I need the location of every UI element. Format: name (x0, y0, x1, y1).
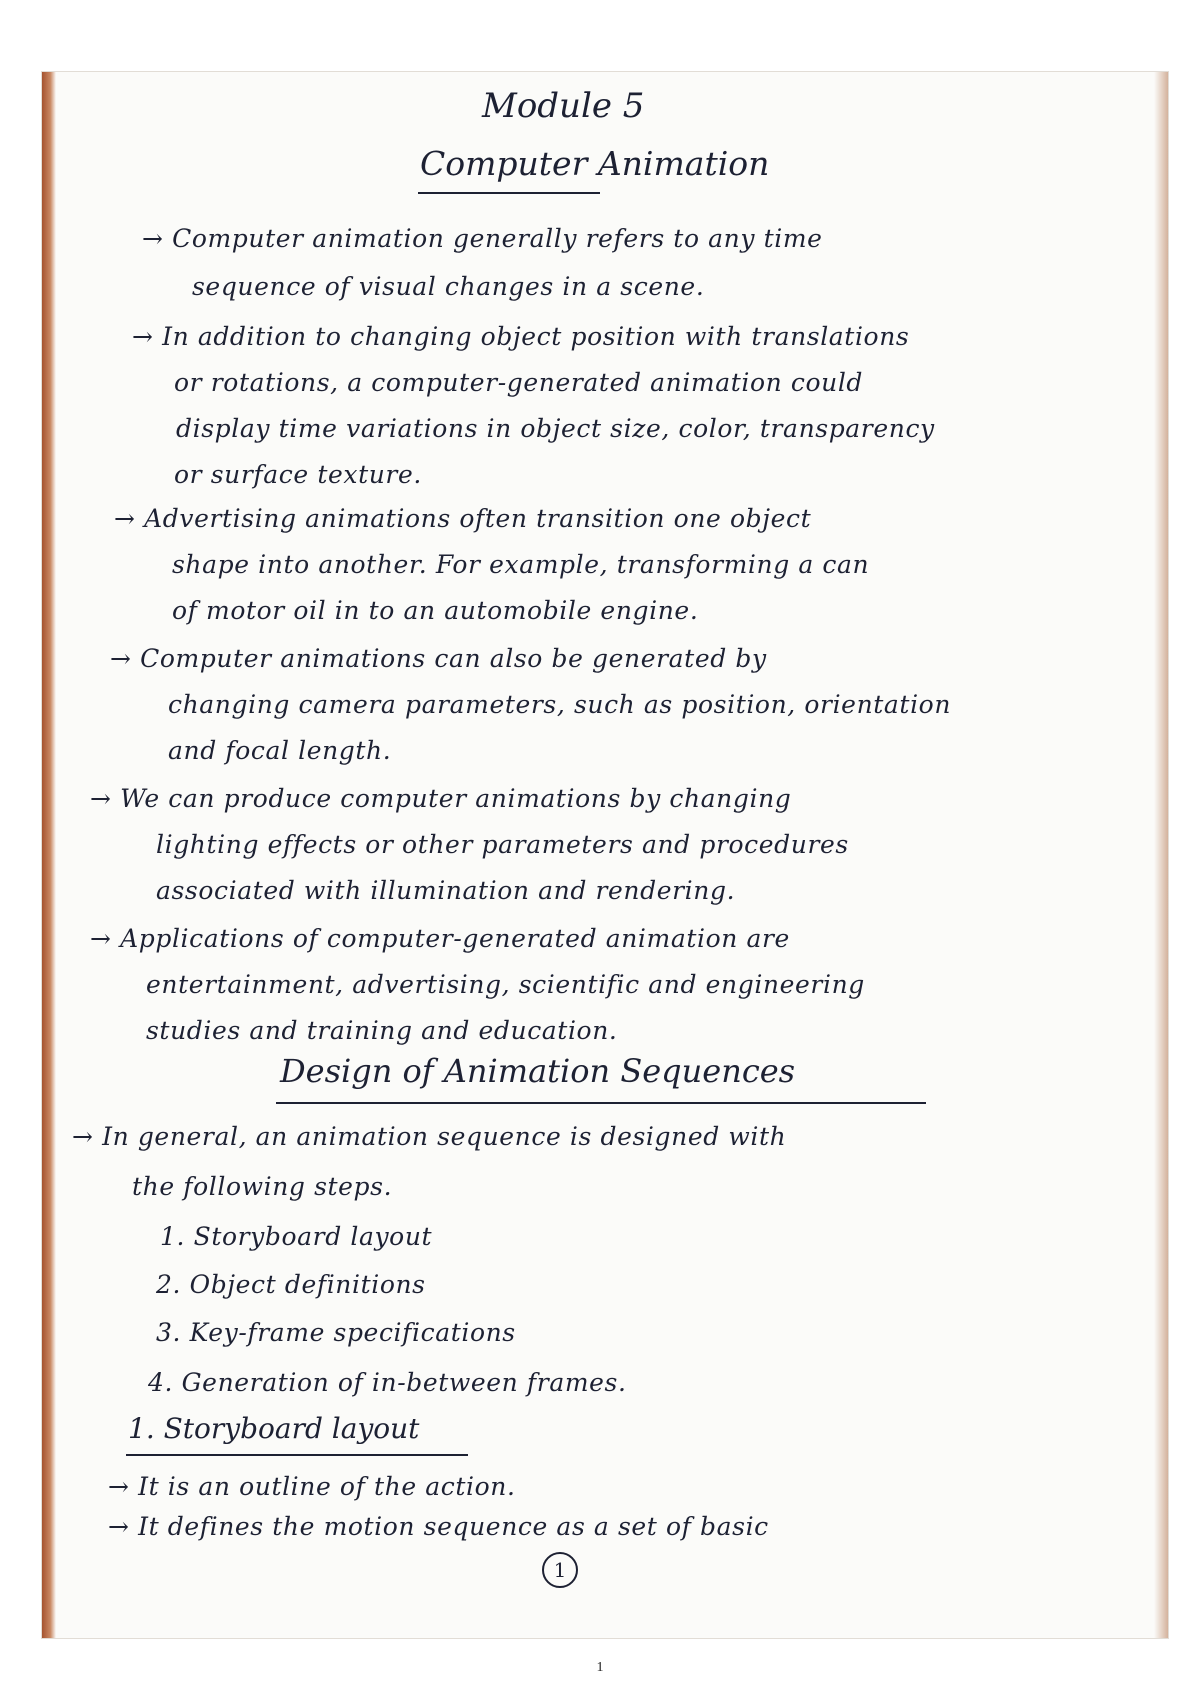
handwritten-page-number: 1 (542, 1552, 578, 1588)
sub-heading: 1. Storyboard layout (128, 1412, 420, 1445)
intro-line: of motor oil in to an automobile engine. (172, 596, 699, 625)
intro-line: sequence of visual changes in a scene. (192, 272, 705, 301)
sheet-edge-right (1154, 72, 1168, 1638)
intro-line: entertainment, advertising, scientific and engineering (146, 970, 865, 999)
section-heading-underline (276, 1102, 926, 1104)
notebook-sheet (42, 72, 1168, 1638)
subtitle-underline (418, 192, 600, 194)
intro-line: → Advertising animations often transition one object (114, 504, 812, 533)
page-subtitle: Computer Animation (420, 144, 770, 183)
section-line: the following steps. (132, 1172, 393, 1201)
sub-line: → It defines the motion sequence as a set of basic (108, 1512, 769, 1541)
intro-line: display time variations in object size, color, transparency (176, 414, 935, 443)
step-item: 4. Generation of in-between frames. (148, 1368, 627, 1397)
page-title: Module 5 (482, 86, 645, 126)
intro-line: lighting effects or other parameters and procedures (156, 830, 849, 859)
intro-line: or surface texture. (174, 460, 422, 489)
intro-line: or rotations, a computer-generated animation could (174, 368, 864, 397)
sub-line: → It is an outline of the action. (108, 1472, 516, 1501)
intro-line: → In addition to changing object position with translations (132, 322, 910, 351)
intro-line: changing camera parameters, such as position, orientation (168, 690, 952, 719)
intro-line: → Computer animation generally refers to any time (142, 224, 823, 253)
intro-line: → We can produce computer animations by changing (90, 784, 792, 813)
intro-line: shape into another. For example, transforming a can (172, 550, 870, 579)
step-item: 1. Storyboard layout (160, 1222, 433, 1251)
intro-line: → Applications of computer-generated animation are (90, 924, 790, 953)
intro-line: studies and training and education. (146, 1016, 618, 1045)
intro-line: associated with illumination and rendering. (156, 876, 736, 905)
step-item: 2. Object definitions (156, 1270, 426, 1299)
section-heading: Design of Animation Sequences (280, 1052, 796, 1090)
intro-line: and focal length. (168, 736, 392, 765)
footer-page-number: 1 (596, 1660, 604, 1675)
step-item: 3. Key-frame specifications (156, 1318, 516, 1347)
intro-line: → Computer animations can also be generated by (110, 644, 767, 673)
sheet-edge-left (42, 72, 56, 1638)
sub-heading-underline (126, 1454, 468, 1456)
section-line: → In general, an animation sequence is designed with (72, 1122, 787, 1151)
